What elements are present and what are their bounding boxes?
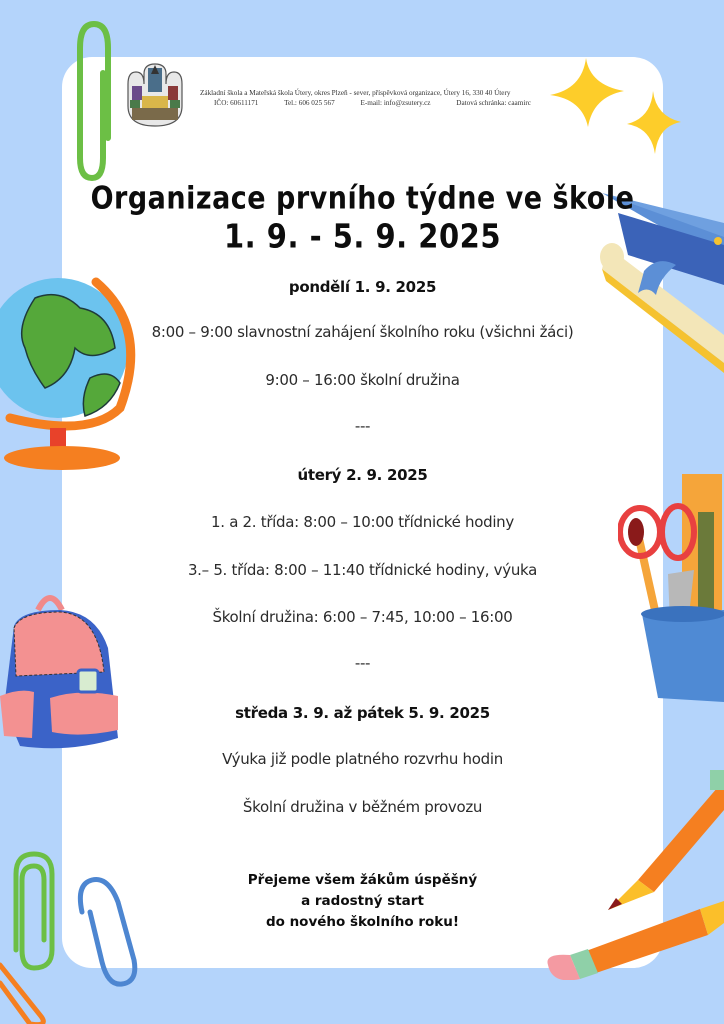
closing-line-1: Přejeme všem žákům úspěšný xyxy=(247,872,478,888)
schedule-item: 8:00 – 9:00 slavnostní zahájení školního roku (všichni žáci) xyxy=(151,323,574,341)
letterhead xyxy=(126,62,566,128)
closing-line-3: do nového školního roku! xyxy=(265,914,460,930)
school-logo-icon xyxy=(126,62,184,128)
schedule-item: Školní družina v běžném provozu xyxy=(242,798,483,816)
closing-line-2: a radostný start xyxy=(301,893,424,909)
closing-message xyxy=(62,870,663,933)
star-small-icon xyxy=(625,88,685,158)
letterhead-address: Základní škola a Mateřská škola Útery, okres Plzeň - sever, příspěvková organizace, Útery 16, 330 40 Útery xyxy=(200,89,511,97)
letterhead-contacts xyxy=(214,99,555,107)
schedule-item: Školní družina: 6:00 – 7:45, 10:00 – 16:00 xyxy=(212,608,513,626)
schedule-item: 1. a 2. třída: 8:00 – 10:00 třídnické hodiny xyxy=(211,513,514,531)
day-heading-tuesday: úterý 2. 9. 2025 xyxy=(297,466,428,484)
paperclip-orange-icon xyxy=(0,955,60,1024)
email-link[interactable]: E-mail: info@zsutery.cz xyxy=(360,99,431,107)
schedule-item: Výuka již podle platného rozvrhu hodin xyxy=(222,750,503,768)
day-heading-monday: pondělí 1. 9. 2025 xyxy=(288,278,437,296)
schedule-item: 9:00 – 16:00 školní družina xyxy=(265,371,460,389)
paperclip-green-2-icon xyxy=(12,850,58,972)
day-heading-wed-fri: středa 3. 9. až pátek 5. 9. 2025 xyxy=(235,704,490,722)
phone: Tel.: 606 025 567 xyxy=(284,99,335,107)
separator: --- xyxy=(354,654,371,672)
page-title: Organizace prvního týdne ve škole xyxy=(90,180,635,217)
star-large-icon xyxy=(538,55,628,130)
separator: --- xyxy=(354,417,371,435)
page-title-dates: 1. 9. - 5. 9. 2025 xyxy=(223,216,501,256)
paperclip-green-icon xyxy=(70,18,120,183)
ico: IČO: 60611171 xyxy=(214,99,259,107)
schedule-item: 3.– 5. třída: 8:00 – 11:40 třídnické hodiny, výuka xyxy=(187,561,538,579)
data-box: Datová schránka: caamirc xyxy=(456,99,531,107)
